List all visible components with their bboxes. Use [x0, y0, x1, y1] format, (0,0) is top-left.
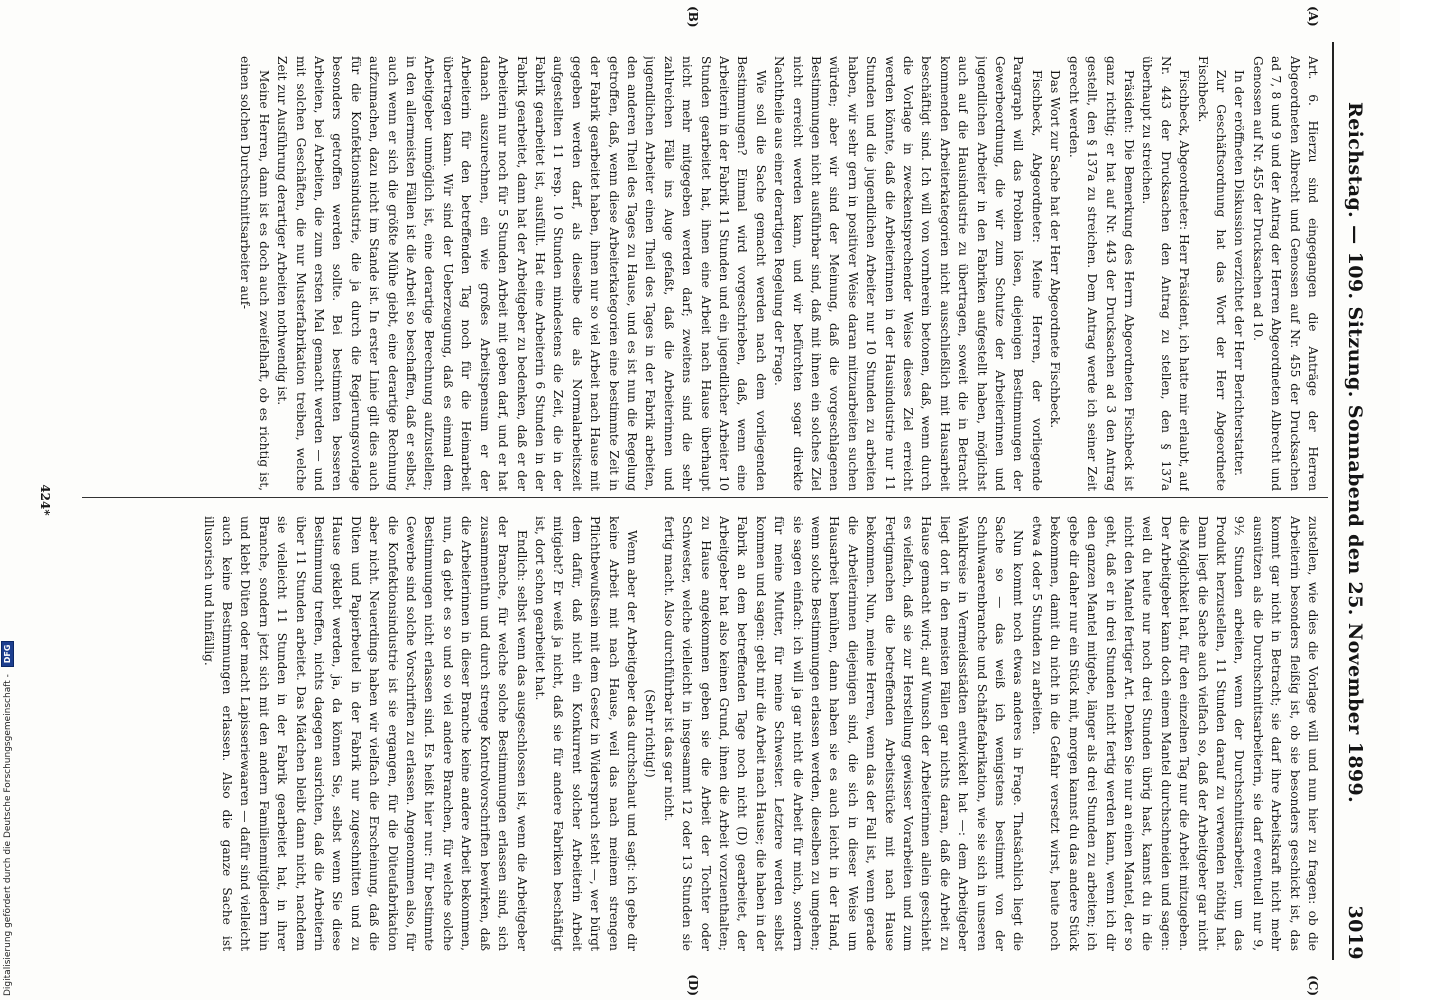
- paragraph: In der eröffneten Diskussion verzichtet der Herr Berichterstatter.: [1232, 70, 1247, 476]
- interjection: (Sehr richtig!): [643, 689, 658, 778]
- paragraph: Art. 6. Hierzu sind eingegangen die Anträge der Herren Abgeordneten Albrecht und Genossen auf Nr. 455 der Drucksachen ad 7, 8 und 9 und der Antrag der Herren Abgeordneten Albrecht und Genossen auf Nr. 455 der Drucksachen ad 10.: [1250, 56, 1320, 491]
- paragraph: zustellen, wie dies die Vorlage will und nun hier zu fragen: ob die Arbeiterin besonders fleißig ist, ob sie besonders geschickt ist, das kommt gar nicht in Betracht; sie darf ihre Arbeitskraft nicht mehr ausnützen als die Durchschnittsarbeiterin, sie darf eventuell nur 9, 9½ Stunden arbeiten, wenn der Durchschnittsarbeiter, um das Produkt herzustellen, 11 Stunden darauf zu verwenden nöthig hat. Dann liegt die Sache auch vielfach so, daß der Arbeitgeber gar nicht die Möglichkeit hat, für den einzelnen Tag nur die Arbeit mitzugeben. Der Arbeitgeber kann doch einem Mantel durchschneiden und sagen: weil du heute nur noch drei Stunden übrig hast, kannst du in die nicht den Mantel fertiger Art. Denken Sie nur an einen Mantel, der so geht, daß er in drei Stunden nicht fertig werden kann, wenn ich dir den ganzen Mantel mitgebe, länger als drei Stunden zu arbeiten; ich gebe dir daher nur ein Stück mit, morgen kannst du das andere Stück bekommen, damit du nicht in die Gefahr versetzt wirst, heute noch etwa 4 oder 5 Stunden zu arbeiten.: [1029, 516, 1320, 951]
- paragraph: Wie soll die Sache gemacht werden nach dem vorliegenden Bestimmungen? Einmal wird vorgeschrieben, daß, wenn eine Arbeiterin in der Fabrik 11 Stunden und ein jugendlicher Arbeiter 10 Stunden gearbeitet hat, ihnen eine Arbeit nach Hause überhaupt nicht mehr mitgegeben werden darf; zweitens sind die sehr zahlreichen Fälle ins Auge gefaßt, daß die Arbeiterinnen und jugendlichen Arbeiter einen Theil des Tages in der Fabrik arbeiten, den anderen Theil des Tages zu Hause, und es ist nun die Regelung getroffen, daß, wenn diese Arbeiterkategorien eine bestimmte Zeit in der Fabrik gearbeitet haben, ihnen nur so viel Arbeit nach Hause mit gegeben werden darf, als dieselbe die als Normalarbeitszeit aufgestellten 11 resp. 10 Stunden mindestens die Zeit, die in der Fabrik gearbeitet ist, ausfüllt. Hat eine Arbeiterin 6 Stunden in der Fabrik gearbeitet, dann hat der Arbeitgeber zu bedenken, daß er der Arbeiterin nur noch für 5 Stunden Arbeit mit geben darf, und er hat danach auszurechnen, ein wie großes Arbeitspensum er der Arbeiterin für den betreffenden Tag noch für die Heimarbeit übertragen kann. Wir sind der Ueberzeugung, daß es einmal dem Arbeitgeber unmöglich ist, eine derartige Berechnung aufzustellen; in den allermeisten Fällen ist die Arbeit so beschaffen, daß er selbst, auch wenn er sich die größte Mühe giebt, eine derartige Rechnung aufzumachen, dazu nicht im Stande ist. In erster Linie gilt dies auch für die Konfektionsindustrie, die ja durch die Regierungsvorlage besonders getroffen werden sollte. Bei bestimmten besseren Arbeiten, bei Arbeiten, die zum ersten Mal gemacht werden — und mit solchen Geschäften, die nur Musterfabrikation treiben, welche Zeit zur Ausführung derartiger Arbeiten nothwendig ist.: [275, 56, 768, 491]
- footer-page-mark: 424*: [38, 484, 52, 516]
- running-header: [1340, 42, 1370, 960]
- margin-mark-a: (A): [1306, 6, 1320, 27]
- digitization-credit: Digitalisierung gefördert durch die Deutsche Forschungsgemeinschaft -: [3, 674, 13, 996]
- left-column: [96, 56, 1322, 491]
- paragraph: Nun kommt noch etwas anderes in Frage. Thatsächlich liegt die Sache so — das weiß ich wenigstens bestimmt von der Schuhwaarenbranche und Schäftefabrikation, wie sie sich in unseren Wahlkreise in Vermeidsstädten entwickelt hat —: dem Arbeitgeber liegt dort in den meisten Fällen gar nichts daran, daß die Arbeit zu Hause gemacht wird; auf Wunsch der Arbeiterinnen allein geschieht es vielfach, daß sie zur Herstellung gewisser Vorarbeiten und zum Fertigmachen die betreffenden Arbeitsstücke mit nach Hause bekommen. Nun, meine Herren, wenn das der Fall ist, wenn gerade die Arbeiterinnen diejenigen sind, die sich in dieser Weise um Hausarbeit bemühen, dann haben sie es auch leicht in der Hand, wenn solche Bestimmungen erlassen werden, dieselben zu umgehen; sie sagen einfach: ich will ja gar nicht die Arbeit für mich, sondern für meine Mutter, für meine Schwester. Letztere werden selbst kommen und sagen: gebt mir die Arbeit nach Hause; die haben in der Fabrik an dem betreffenden Tage noch nicht (D) gearbeitet, der Arbeitgeber hat also keinen Grund, ihnen die Arbeit vorzuenthalten; zu Hause angekommen geben sie die Arbeit der Tochter oder Schwester, welche vielleicht in insgesammt 12 oder 13 Stunden sie fertig macht. Also durchführbar ist das gar nicht.: [661, 516, 1026, 951]
- paragraph: Endlich: selbst wenn das ausgeschlossen ist, wenn die Arbeitgeber der Branche, für welche solche Bestimmungen erlassen sind, sich zusammenthun und durch strenge Kontrolvorschriften bewirken, daß die Arbeiterinnen in dieser Branche keine andere Arbeit bekommen, nun, da giebt es so und so viel andere Branchen, für welche solche Bestimmungen nicht erlassen sind. Es heißt hier nur: für bestimmte Gewerbe sind solche Vorschriften zu erlassen. Angenommen also, für die Konfektionsindustrie ist sie ergangen, für die Düteufabrikation aber nicht. Neuerdings haben wir vielfach die Erscheinung, daß die Düten und Papierbeutel in der Fabrik nur zugeschnitten und zu Hause geklebt werden, ja, da können Sie, selbst wenn Sie diese Bestimmung treffen, nichts dagegen ausrichten, daß die Arbeiterin über 11 Stunden arbeitet. Das Mädchen bleibt dann nicht, nachdem sie vielleicht 11 Stunden in der Fabrik gearbeitet hat, in ihrer Branche, sondern jetzt sich mit den andern Familienmitgliedern hin und klebt Düten oder macht Lapisseriewaaren — dafür sind vielleicht auch keine Bestimmungen erlassen. Also die ganze Sache ist illusorisch und hinfällig.: [201, 516, 529, 951]
- paragraph: Wenn aber der Arbeitgeber das durchschaut und sagt: ich gebe dir keine Arbeit mit nach Hause, weil das nach meinem strengen Pflichtbewußtsein mit dem Gesetz in Widerspruch steht —, wer bürgt dem dafür, daß nicht ein Konkurrent solcher Arbeiterin Arbeit mitgiebt? Er weiß ja nicht, daß sie für andere Fabriken beschäftigt ist, dort schon gearbeitet hat.: [532, 516, 639, 951]
- dfg-logo: DFG: [1, 641, 14, 668]
- credit-strip: [2, 596, 14, 996]
- paragraph: Das Wort zur Sache hat der Herr Abgeordnete Fischbeck.: [1048, 70, 1063, 429]
- right-column: [96, 516, 1322, 951]
- paragraph: Fischbeck, Abgeordneter: Meine Herren, der vorliegende Paragraph will das Problem lösen, diejenigen Bestimmungen der Gewerbeordnung, die wir zum Schutze der Arbeiterinnen und jugendlichen Arbeiter in den Fabriken aufgestellt haben, möglichst auch auf die Hausindustrie zu übertragen, soweit die in Betracht kommenden Arbeiterkategorien nicht ausschließlich mit Hausarbeit beschäftigt sind. Ich will von vornherein betonen, daß, wenn durch die Vorlage in zweckentsprechender Weise dieses Ziel erreicht werden könnte, daß die Arbeiterinnen in der Hausindustrie nur 11 Stunden und die jugendlichen Arbeiter nur 10 Stunden zu arbeiten haben, wir sehr gern in positiver Weise daran mitzuarbeiten suchen würden; aber wir sind der Meinung, daß die vorgeschlagenen Bestimmungen nicht ausführbar sind, daß mit ihnen ein solches Ziel nicht erreicht werden kann, und wir befürchten sogar direkte Nachtheile aus einer derartigen Regelung der Frage.: [772, 56, 1044, 491]
- paragraph: Meine Herren, dann ist es doch auch zweifelhaft, ob es richtig ist, einen solchen Durchschnittsarbeiter auf-: [238, 56, 271, 491]
- paragraph: Präsident: Die Bemerkung des Herrn Abgeordneten Fischbeck ist ganz richtig; er hat auf Nr. 443 der Drucksachen ad 3 den Antrag gestellt, den § 137a zu streichen. Dem Antrag werde ich seiner Zeit gerecht werden.: [1066, 56, 1136, 491]
- page-number: 3019: [1344, 905, 1366, 960]
- margin-mark-c: (C): [1306, 975, 1320, 996]
- margin-mark-d: (D): [686, 974, 700, 996]
- column-divider: [82, 497, 1328, 498]
- header-rule: [1332, 42, 1334, 960]
- paragraph: Zur Geschäftsordnung hat das Wort der Herr Abgeordnete Fischbeck.: [1195, 56, 1228, 491]
- paragraph: Fischbeck, Abgeordneter: Herr Präsident, ich hatte mir erlaubt, auf Nr. 443 der Drucksachen den Antrag zu stellen, den § 137a überhaupt zu streichen.: [1140, 56, 1192, 491]
- margin-mark-b: (B): [686, 6, 700, 28]
- page-title: Reichstag. — 109. Sitzung. Sonnabend den 25. November 1899.: [1344, 102, 1366, 804]
